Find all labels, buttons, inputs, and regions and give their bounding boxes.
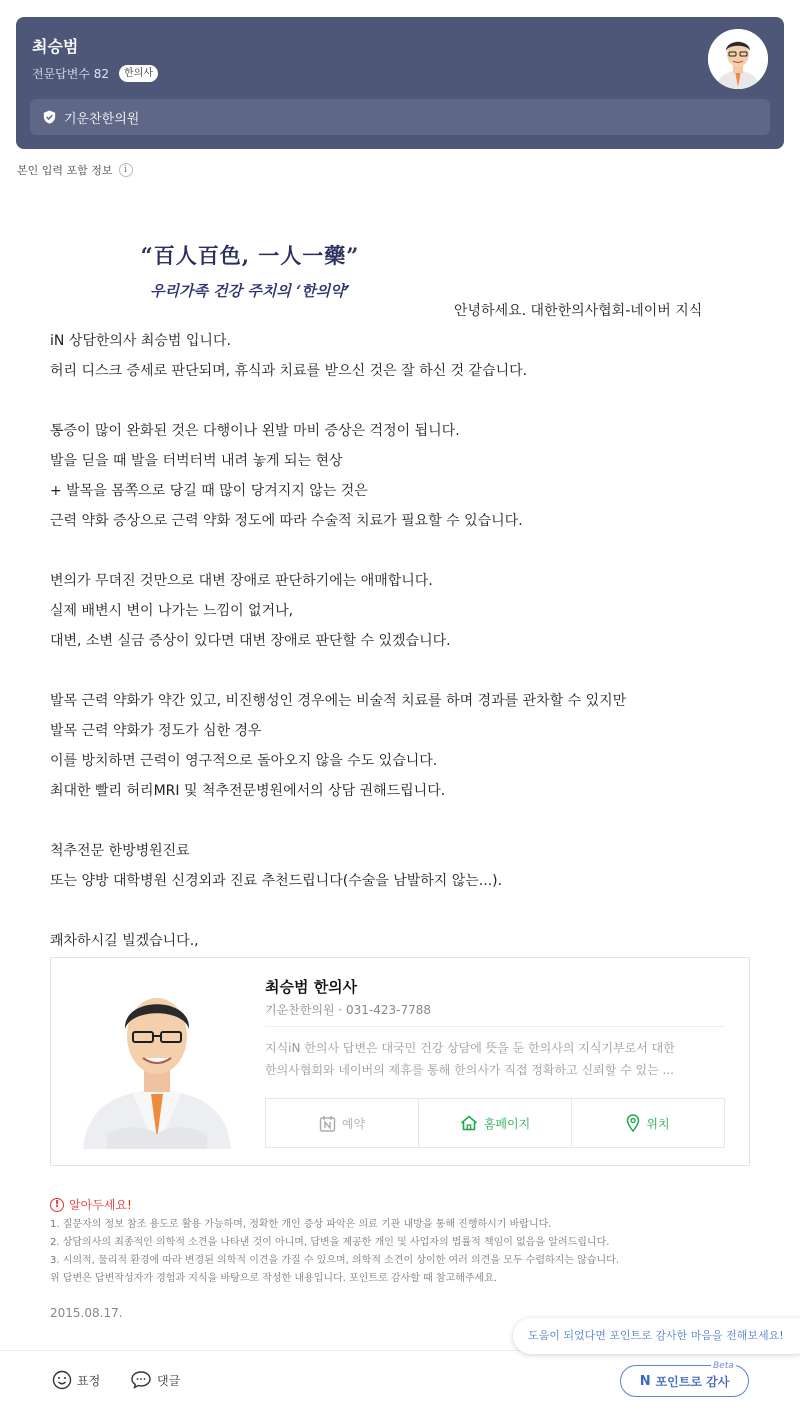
answer-line: 대변, 소변 실금 증상이 있다면 대변 장애로 판단할 수 있겠습니다. — [50, 633, 451, 649]
answer-line — [50, 896, 770, 926]
profile-actions — [265, 1098, 725, 1148]
answer-line: 발을 딛을 때 발을 터벅터벅 내려 놓게 되는 현상 — [50, 453, 343, 469]
banner-line2: 우리가족 건강 주치의 ‘한의약’ — [150, 282, 350, 300]
answer-banner-image — [100, 240, 400, 314]
notice-line: 3. 시의적, 물리적 환경에 따라 변경된 의학적 이견을 가질 수 있으며, 의학적 소견이 상이한 여러 의견을 모두 수렴하지는 않습니다. — [50, 1255, 619, 1266]
beta-tag: Beta — [713, 1361, 734, 1371]
warning-icon: ! — [50, 1198, 64, 1212]
notice-line: 2. 상담의사의 최종적인 의학적 소견을 나타낸 것이 아니며, 답변을 제공한 개인 및 사업자의 법률적 책임이 없음을 알려드립니다. — [50, 1237, 610, 1248]
expert-badge: 한의사 — [119, 65, 158, 82]
doctor-profile-card — [50, 957, 750, 1166]
answer-body — [50, 326, 770, 956]
answer-line: 통증이 많이 완화된 것은 다행이나 왼발 마비 증상은 걱정이 됩니다. — [50, 423, 460, 439]
location-label: 위치 — [646, 1116, 670, 1131]
thanks-label: 포인트로 감사 — [655, 1374, 730, 1389]
answer-line: 최대한 빨리 허리MRI 및 척추전문병원에서의 상담 권해드립니다. — [50, 783, 446, 799]
self-info-notice — [17, 162, 133, 178]
expert-meta — [32, 65, 158, 82]
map-pin-icon — [626, 1114, 640, 1132]
answer-line — [50, 386, 770, 416]
expert-name[interactable]: 최승범 — [32, 37, 79, 56]
reserve-button[interactable] — [266, 1099, 419, 1147]
home-icon — [460, 1115, 478, 1131]
description-line: 한의사협회와 네이버의 제휴를 통해 한의사가 직접 정확하고 신뢰할 수 있는 ... — [265, 1063, 674, 1077]
notice-list — [50, 1216, 770, 1288]
notice-title — [50, 1196, 132, 1213]
expert-avatar[interactable] — [708, 29, 768, 89]
reserve-label: 예약 — [341, 1116, 366, 1131]
comment-button[interactable] — [130, 1370, 180, 1390]
comment-label: 댓글 — [157, 1373, 181, 1388]
doctor-description — [265, 1037, 727, 1081]
answer-line: + 발목을 몸쪽으로 당길 때 많이 당겨지지 않는 것은 — [50, 483, 368, 499]
smiley-icon — [52, 1370, 72, 1390]
emotion-label: 표정 — [77, 1373, 101, 1388]
answer-first-line: 안녕하세요. 대한한의사협회-네이버 지식 — [454, 303, 703, 319]
notice-title-text: 알아두세요! — [69, 1198, 132, 1212]
shield-check-icon — [42, 109, 57, 125]
answer-line: 변의가 무뎌진 것만으로 대변 장애로 판단하기에는 애매합니다. — [50, 573, 433, 589]
homepage-label: 홈페이지 — [483, 1116, 531, 1131]
answer-line: iN 상담한의사 최승범 입니다. — [50, 333, 231, 349]
answer-line: 또는 양방 대학병원 신경외과 진료 추천드립니다(수술을 남발하지 않는...). — [50, 873, 503, 889]
answer-line: 발목 근력 약화가 정도가 심한 경우 — [50, 723, 262, 739]
expert-card[interactable] — [16, 17, 784, 149]
calendar-n-icon — [319, 1115, 336, 1132]
hospital-name: 기운찬한의원 — [64, 111, 140, 127]
doctor-photo — [77, 974, 237, 1149]
self-info-label: 본인 입력 포함 정보 — [17, 164, 113, 177]
info-icon[interactable]: i — [119, 163, 133, 177]
answer-date: 2015.08.17. — [50, 1306, 123, 1320]
hospital-bar[interactable] — [30, 99, 770, 135]
doctor-hospital-phone: 기운찬한의원 · 031-423-7788 — [265, 1003, 432, 1017]
description-line: 지식iN 한의사 답변은 대국민 건강 상담에 뜻을 둔 한의사의 지식기부로서 대한 — [265, 1041, 675, 1055]
location-button[interactable] — [572, 1099, 724, 1147]
thanks-tooltip: 도움이 되었다면 포인트로 감사한 마음을 전해보세요! — [513, 1318, 800, 1354]
notice-line: 1. 질문자의 정보 참조 용도로 활용 가능하며, 정확한 개인 증상 파악은 의료 기관 내방을 통해 진행하시기 바랍니다. — [50, 1219, 552, 1230]
answer-line: 실제 배변시 변이 나가는 느낌이 없거나, — [50, 603, 294, 619]
answer-line — [50, 806, 770, 836]
expert-answer-count: 전문답변수 82 — [32, 67, 110, 81]
answer-line: 허리 디스크 증세로 판단되며, 휴식과 치료를 받으신 것은 잘 하신 것 같습니다. — [50, 363, 528, 379]
bottom-action-bar — [0, 1350, 800, 1414]
notice-line: 위 답변은 답변작성자가 경험과 지식을 바탕으로 작성한 내용입니다. 포인트로 감사할 때 참고해주세요. — [50, 1273, 498, 1284]
comment-bubble-icon — [130, 1370, 152, 1390]
naver-n-icon: N — [639, 1373, 651, 1389]
answer-line: 척추전문 한방병원진료 — [50, 843, 190, 859]
answer-line: 쾌차하시길 빌겠습니다., — [50, 933, 199, 949]
answer-line — [50, 536, 770, 566]
answer-line: 발목 근력 약화가 약간 있고, 비진행성인 경우에는 비술적 치료를 하며 경과를 관차할 수 있지만 — [50, 693, 627, 709]
avatar-illustration — [708, 29, 768, 89]
answer-line — [50, 656, 770, 686]
answer-line: 이를 방치하면 근력이 영구적으로 돌아오지 않을 수도 있습니다. — [50, 753, 438, 769]
emotion-button[interactable] — [52, 1370, 100, 1390]
homepage-button[interactable] — [419, 1099, 572, 1147]
profile-divider — [265, 1026, 725, 1027]
answer-line: 근력 약화 증상으로 근력 약화 정도에 따라 수술적 치료가 필요할 수 있습니다. — [50, 513, 523, 529]
banner-line1: “百人百色, 一人一藥” — [140, 243, 360, 268]
doctor-name[interactable]: 최승범 한의사 — [265, 978, 358, 996]
